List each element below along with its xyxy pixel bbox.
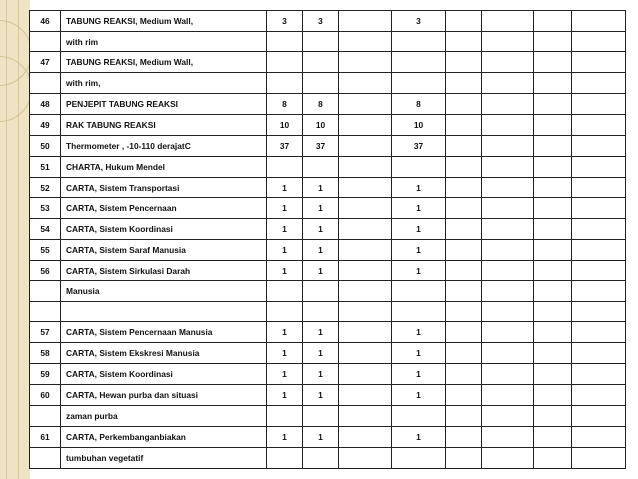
table-row bbox=[30, 281, 626, 302]
quantity-cell bbox=[339, 427, 392, 448]
table-row bbox=[30, 73, 626, 94]
quantity-cell bbox=[303, 157, 339, 178]
empty-cell bbox=[482, 52, 534, 73]
quantity-cell: 1 bbox=[267, 364, 303, 385]
empty-cell bbox=[446, 448, 482, 469]
quantity-cell: 1 bbox=[303, 178, 339, 198]
table-row bbox=[30, 115, 626, 136]
quantity-cell bbox=[267, 73, 303, 94]
item-name-cell: Thermometer , -10-110 derajatC bbox=[61, 136, 267, 157]
item-name-cell: tumbuhan vegetatif bbox=[61, 448, 267, 469]
empty-cell bbox=[482, 406, 534, 427]
quantity-cell: 1 bbox=[267, 198, 303, 219]
empty-cell bbox=[572, 198, 626, 219]
empty-cell bbox=[446, 94, 482, 115]
quantity-cell bbox=[339, 281, 392, 302]
empty-cell bbox=[482, 157, 534, 178]
quantity-cell bbox=[339, 157, 392, 178]
quantity-cell bbox=[339, 406, 392, 427]
empty-cell bbox=[446, 73, 482, 94]
row-number-cell bbox=[30, 302, 61, 322]
quantity-cell: 37 bbox=[267, 136, 303, 157]
empty-cell bbox=[482, 198, 534, 219]
empty-cell bbox=[482, 94, 534, 115]
empty-cell bbox=[482, 136, 534, 157]
row-number-cell: 60 bbox=[30, 385, 61, 406]
empty-cell bbox=[482, 73, 534, 94]
empty-cell bbox=[572, 73, 626, 94]
quantity-cell: 8 bbox=[303, 94, 339, 115]
empty-cell bbox=[482, 261, 534, 281]
quantity-cell bbox=[339, 385, 392, 406]
empty-cell bbox=[572, 343, 626, 364]
slide-decoration bbox=[0, 0, 30, 479]
table-row bbox=[30, 94, 626, 115]
quantity-cell bbox=[267, 157, 303, 178]
table-row bbox=[30, 11, 626, 32]
table-row bbox=[30, 322, 626, 343]
empty-cell bbox=[572, 157, 626, 178]
quantity-cell: 37 bbox=[303, 136, 339, 157]
quantity-cell: 1 bbox=[267, 240, 303, 261]
empty-cell bbox=[572, 281, 626, 302]
empty-cell bbox=[482, 115, 534, 136]
empty-cell bbox=[534, 52, 572, 73]
quantity-cell bbox=[339, 198, 392, 219]
empty-cell bbox=[482, 281, 534, 302]
empty-cell bbox=[482, 385, 534, 406]
empty-cell bbox=[534, 115, 572, 136]
empty-cell bbox=[572, 52, 626, 73]
quantity-cell bbox=[339, 240, 392, 261]
empty-cell bbox=[446, 52, 482, 73]
quantity-cell bbox=[339, 448, 392, 469]
item-name-cell: Manusia bbox=[61, 281, 267, 302]
empty-cell bbox=[446, 406, 482, 427]
quantity-cell bbox=[267, 448, 303, 469]
quantity-cell: 1 bbox=[303, 198, 339, 219]
item-name-cell: TABUNG REAKSI, Medium Wall, bbox=[61, 52, 267, 73]
quantity-cell: 1 bbox=[267, 261, 303, 281]
table-row bbox=[30, 406, 626, 427]
item-name-cell: CARTA, Hewan purba dan situasi bbox=[61, 385, 267, 406]
quantity-cell: 1 bbox=[392, 219, 446, 240]
item-name-cell: zaman purba bbox=[61, 406, 267, 427]
empty-cell bbox=[534, 385, 572, 406]
table-row bbox=[30, 178, 626, 198]
quantity-cell: 1 bbox=[267, 385, 303, 406]
table-row bbox=[30, 261, 626, 281]
quantity-cell: 1 bbox=[392, 385, 446, 406]
empty-cell bbox=[446, 32, 482, 52]
empty-cell bbox=[534, 178, 572, 198]
row-number-cell: 55 bbox=[30, 240, 61, 261]
quantity-cell: 1 bbox=[267, 219, 303, 240]
row-number-cell bbox=[30, 406, 61, 427]
quantity-cell bbox=[303, 32, 339, 52]
item-name-cell bbox=[61, 302, 267, 322]
empty-cell bbox=[572, 136, 626, 157]
empty-cell bbox=[534, 157, 572, 178]
table-row bbox=[30, 136, 626, 157]
table-row bbox=[30, 385, 626, 406]
item-name-cell: CARTA, Perkembanganbiakan bbox=[61, 427, 267, 448]
table-row bbox=[30, 343, 626, 364]
quantity-cell: 1 bbox=[392, 427, 446, 448]
quantity-cell: 10 bbox=[303, 115, 339, 136]
quantity-cell: 10 bbox=[392, 115, 446, 136]
empty-cell bbox=[534, 302, 572, 322]
quantity-cell: 8 bbox=[392, 94, 446, 115]
table-row bbox=[30, 157, 626, 178]
item-name-cell: TABUNG REAKSI, Medium Wall, bbox=[61, 11, 267, 32]
quantity-cell bbox=[339, 364, 392, 385]
row-number-cell: 57 bbox=[30, 322, 61, 343]
empty-cell bbox=[572, 115, 626, 136]
quantity-cell: 1 bbox=[303, 240, 339, 261]
empty-cell bbox=[534, 32, 572, 52]
item-name-cell: with rim bbox=[61, 32, 267, 52]
empty-cell bbox=[572, 406, 626, 427]
empty-cell bbox=[534, 94, 572, 115]
row-number-cell: 50 bbox=[30, 136, 61, 157]
quantity-cell bbox=[392, 281, 446, 302]
empty-cell bbox=[482, 364, 534, 385]
quantity-cell bbox=[339, 219, 392, 240]
empty-cell bbox=[446, 322, 482, 343]
quantity-cell: 1 bbox=[303, 219, 339, 240]
item-name-cell: CARTA, Sistem Sirkulasi Darah bbox=[61, 261, 267, 281]
quantity-cell: 37 bbox=[392, 136, 446, 157]
quantity-cell: 3 bbox=[267, 11, 303, 32]
quantity-cell: 1 bbox=[392, 322, 446, 343]
row-number-cell bbox=[30, 448, 61, 469]
quantity-cell: 3 bbox=[392, 11, 446, 32]
quantity-cell bbox=[303, 406, 339, 427]
empty-cell bbox=[572, 302, 626, 322]
quantity-cell bbox=[392, 448, 446, 469]
empty-cell bbox=[534, 240, 572, 261]
empty-cell bbox=[482, 322, 534, 343]
row-number-cell: 56 bbox=[30, 261, 61, 281]
empty-cell bbox=[482, 178, 534, 198]
row-number-cell: 53 bbox=[30, 198, 61, 219]
empty-cell bbox=[572, 427, 626, 448]
empty-cell bbox=[572, 364, 626, 385]
item-name-cell: CHARTA, Hukum Mendel bbox=[61, 157, 267, 178]
quantity-cell: 1 bbox=[392, 261, 446, 281]
empty-cell bbox=[446, 157, 482, 178]
quantity-cell bbox=[267, 406, 303, 427]
empty-cell bbox=[534, 136, 572, 157]
item-name-cell: CARTA, Sistem Pencernaan Manusia bbox=[61, 322, 267, 343]
empty-cell bbox=[572, 178, 626, 198]
table-row bbox=[30, 32, 626, 52]
empty-cell bbox=[482, 32, 534, 52]
quantity-cell: 1 bbox=[303, 364, 339, 385]
quantity-cell bbox=[303, 281, 339, 302]
quantity-cell bbox=[339, 322, 392, 343]
empty-cell bbox=[534, 219, 572, 240]
table-row bbox=[30, 427, 626, 448]
quantity-cell bbox=[392, 302, 446, 322]
row-number-cell bbox=[30, 32, 61, 52]
quantity-cell bbox=[339, 11, 392, 32]
quantity-cell: 1 bbox=[392, 240, 446, 261]
empty-cell bbox=[482, 240, 534, 261]
empty-cell bbox=[572, 219, 626, 240]
item-name-cell: with rim, bbox=[61, 73, 267, 94]
item-name-cell: CARTA, Sistem Saraf Manusia bbox=[61, 240, 267, 261]
empty-cell bbox=[534, 322, 572, 343]
item-name-cell: CARTA, Sistem Pencernaan bbox=[61, 198, 267, 219]
row-number-cell: 48 bbox=[30, 94, 61, 115]
row-number-cell bbox=[30, 281, 61, 302]
quantity-cell: 1 bbox=[303, 343, 339, 364]
empty-cell bbox=[446, 178, 482, 198]
quantity-cell bbox=[267, 32, 303, 52]
quantity-cell bbox=[339, 32, 392, 52]
row-number-cell bbox=[30, 73, 61, 94]
quantity-cell bbox=[392, 157, 446, 178]
empty-cell bbox=[446, 198, 482, 219]
empty-cell bbox=[446, 240, 482, 261]
quantity-cell: 1 bbox=[267, 427, 303, 448]
empty-cell bbox=[534, 427, 572, 448]
quantity-cell bbox=[303, 448, 339, 469]
quantity-cell bbox=[392, 52, 446, 73]
quantity-cell: 1 bbox=[303, 322, 339, 343]
quantity-cell: 1 bbox=[267, 178, 303, 198]
empty-cell bbox=[534, 11, 572, 32]
row-number-cell: 46 bbox=[30, 11, 61, 32]
quantity-cell bbox=[267, 52, 303, 73]
row-number-cell: 59 bbox=[30, 364, 61, 385]
quantity-cell: 1 bbox=[392, 343, 446, 364]
table-row bbox=[30, 364, 626, 385]
empty-cell bbox=[446, 11, 482, 32]
empty-cell bbox=[482, 11, 534, 32]
quantity-cell: 1 bbox=[267, 322, 303, 343]
quantity-cell: 1 bbox=[392, 198, 446, 219]
quantity-cell: 1 bbox=[267, 343, 303, 364]
empty-cell bbox=[534, 73, 572, 94]
item-name-cell: RAK TABUNG REAKSI bbox=[61, 115, 267, 136]
empty-cell bbox=[572, 448, 626, 469]
quantity-cell bbox=[303, 52, 339, 73]
item-name-cell: CARTA, Sistem Koordinasi bbox=[61, 364, 267, 385]
empty-cell bbox=[482, 219, 534, 240]
row-number-cell: 61 bbox=[30, 427, 61, 448]
table-row bbox=[30, 219, 626, 240]
row-number-cell: 51 bbox=[30, 157, 61, 178]
quantity-cell: 1 bbox=[303, 385, 339, 406]
row-number-cell: 49 bbox=[30, 115, 61, 136]
quantity-cell: 1 bbox=[392, 364, 446, 385]
row-number-cell: 54 bbox=[30, 219, 61, 240]
row-number-cell: 58 bbox=[30, 343, 61, 364]
empty-cell bbox=[572, 261, 626, 281]
quantity-cell bbox=[303, 73, 339, 94]
empty-cell bbox=[572, 385, 626, 406]
quantity-cell bbox=[392, 32, 446, 52]
empty-cell bbox=[446, 302, 482, 322]
quantity-cell: 8 bbox=[267, 94, 303, 115]
quantity-cell bbox=[303, 302, 339, 322]
quantity-cell bbox=[339, 136, 392, 157]
quantity-cell: 10 bbox=[267, 115, 303, 136]
quantity-cell bbox=[392, 73, 446, 94]
empty-cell bbox=[534, 406, 572, 427]
empty-cell bbox=[572, 94, 626, 115]
item-name-cell: PENJEPIT TABUNG REAKSI bbox=[61, 94, 267, 115]
empty-cell bbox=[534, 198, 572, 219]
empty-cell bbox=[534, 343, 572, 364]
quantity-cell bbox=[339, 302, 392, 322]
quantity-cell bbox=[339, 343, 392, 364]
empty-cell bbox=[446, 281, 482, 302]
row-number-cell: 52 bbox=[30, 178, 61, 198]
item-name-cell: CARTA, Sistem Transportasi bbox=[61, 178, 267, 198]
quantity-cell: 3 bbox=[303, 11, 339, 32]
quantity-cell: 1 bbox=[392, 178, 446, 198]
empty-cell bbox=[446, 364, 482, 385]
empty-cell bbox=[446, 261, 482, 281]
quantity-cell: 1 bbox=[303, 427, 339, 448]
inventory-table bbox=[29, 10, 626, 469]
empty-cell bbox=[572, 11, 626, 32]
table-row bbox=[30, 448, 626, 469]
quantity-cell bbox=[339, 261, 392, 281]
empty-cell bbox=[572, 240, 626, 261]
table-body bbox=[30, 11, 626, 469]
empty-cell bbox=[446, 115, 482, 136]
empty-cell bbox=[534, 261, 572, 281]
empty-cell bbox=[446, 385, 482, 406]
item-name-cell: CARTA, Sistem Ekskresi Manusia bbox=[61, 343, 267, 364]
empty-cell bbox=[534, 448, 572, 469]
quantity-cell bbox=[339, 73, 392, 94]
item-name-cell: CARTA, Sistem Koordinasi bbox=[61, 219, 267, 240]
empty-cell bbox=[534, 364, 572, 385]
table-row bbox=[30, 198, 626, 219]
table-row bbox=[30, 52, 626, 73]
empty-cell bbox=[534, 281, 572, 302]
empty-cell bbox=[572, 32, 626, 52]
empty-cell bbox=[482, 448, 534, 469]
row-number-cell: 47 bbox=[30, 52, 61, 73]
empty-cell bbox=[446, 136, 482, 157]
quantity-cell bbox=[339, 178, 392, 198]
empty-cell bbox=[446, 219, 482, 240]
quantity-cell: 1 bbox=[303, 261, 339, 281]
empty-cell bbox=[482, 343, 534, 364]
quantity-cell bbox=[339, 94, 392, 115]
table-row bbox=[30, 302, 626, 322]
quantity-cell bbox=[339, 52, 392, 73]
empty-cell bbox=[482, 427, 534, 448]
quantity-cell bbox=[267, 281, 303, 302]
quantity-cell bbox=[339, 115, 392, 136]
empty-cell bbox=[446, 343, 482, 364]
quantity-cell bbox=[267, 302, 303, 322]
empty-cell bbox=[446, 427, 482, 448]
empty-cell bbox=[482, 302, 534, 322]
table-row bbox=[30, 240, 626, 261]
quantity-cell bbox=[392, 406, 446, 427]
empty-cell bbox=[572, 322, 626, 343]
